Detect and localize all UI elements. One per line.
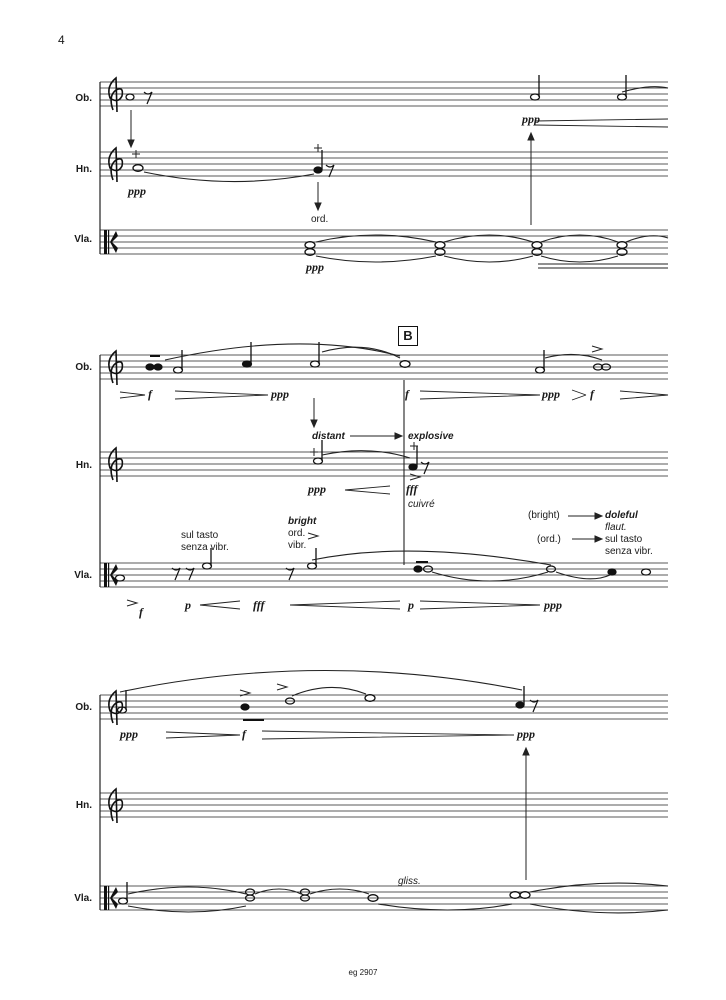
expression-text: doleful	[605, 510, 638, 521]
arrows	[128, 110, 602, 880]
instrument-label-horn: Hn.	[75, 460, 92, 471]
technique-text: senza vibr.	[605, 546, 653, 557]
dynamic-marking: ppp	[120, 727, 138, 741]
instrument-label-viola: Vla.	[74, 893, 92, 904]
publisher-code: eg 2907	[348, 968, 378, 977]
page-number: 4	[58, 33, 65, 47]
staff-horn	[100, 452, 668, 476]
staff-horn	[100, 152, 668, 176]
instrument-label-viola: Vla.	[74, 570, 92, 581]
technique-text: flaut.	[605, 522, 627, 533]
staff-oboe	[100, 695, 668, 719]
rehearsal-mark-b: B	[398, 326, 418, 346]
instrument-label-oboe: Ob.	[75, 93, 92, 104]
expression-text: bright	[288, 516, 317, 527]
dynamic-marking: ppp	[544, 598, 562, 612]
instrument-label-oboe: Ob.	[75, 702, 92, 713]
technique-text: sul tasto	[605, 534, 643, 545]
accent-marks	[127, 144, 602, 696]
dynamic-marking: ppp	[517, 727, 535, 741]
dynamic-marking: p	[185, 598, 191, 612]
technique-text: gliss.	[398, 876, 421, 887]
staff-oboe	[100, 355, 668, 379]
staff-viola	[100, 563, 668, 587]
dynamic-marking: ppp	[306, 260, 324, 274]
dynamic-marking: f	[242, 727, 246, 741]
dynamic-marking: ppp	[308, 482, 326, 496]
technique-text: ord.	[311, 214, 329, 225]
technique-text: vibr.	[288, 540, 307, 551]
treble-clef-icon	[109, 78, 123, 823]
technique-text: cuivré	[408, 499, 435, 510]
dynamic-marking: fff	[406, 482, 418, 496]
dynamic-marking: fff	[253, 598, 265, 612]
dynamic-marking: f	[148, 387, 152, 401]
technique-text: ord.	[288, 528, 306, 539]
instrument-label-horn: Hn.	[75, 800, 92, 811]
technique-text: senza vibr.	[181, 542, 229, 553]
expression-text: explosive	[408, 431, 454, 442]
rest-icon	[144, 92, 538, 712]
technique-text: sul tasto	[181, 530, 219, 541]
dynamic-marking: f	[405, 387, 409, 401]
hairpins	[120, 119, 668, 739]
instrument-label-oboe: Ob.	[75, 362, 92, 373]
slurs	[120, 87, 668, 913]
dynamic-marking: p	[408, 598, 414, 612]
notes	[116, 75, 651, 904]
instrument-label-viola: Vla.	[74, 234, 92, 245]
dynamic-marking: ppp	[271, 387, 289, 401]
dynamic-marking: f	[590, 387, 594, 401]
expression-text: distant	[312, 431, 345, 442]
dynamic-marking: ppp	[542, 387, 560, 401]
instrument-label-horn: Hn.	[75, 164, 92, 175]
technique-text: (ord.)	[537, 534, 561, 545]
staff-oboe	[100, 82, 668, 106]
dynamic-marking: ppp	[522, 112, 540, 126]
staff-viola	[100, 230, 668, 254]
dynamic-marking: ppp	[128, 184, 146, 198]
staff-viola	[100, 886, 668, 910]
expression-text: (bright)	[528, 510, 560, 521]
staff-horn	[100, 793, 668, 817]
dynamic-marking: f	[139, 605, 143, 619]
